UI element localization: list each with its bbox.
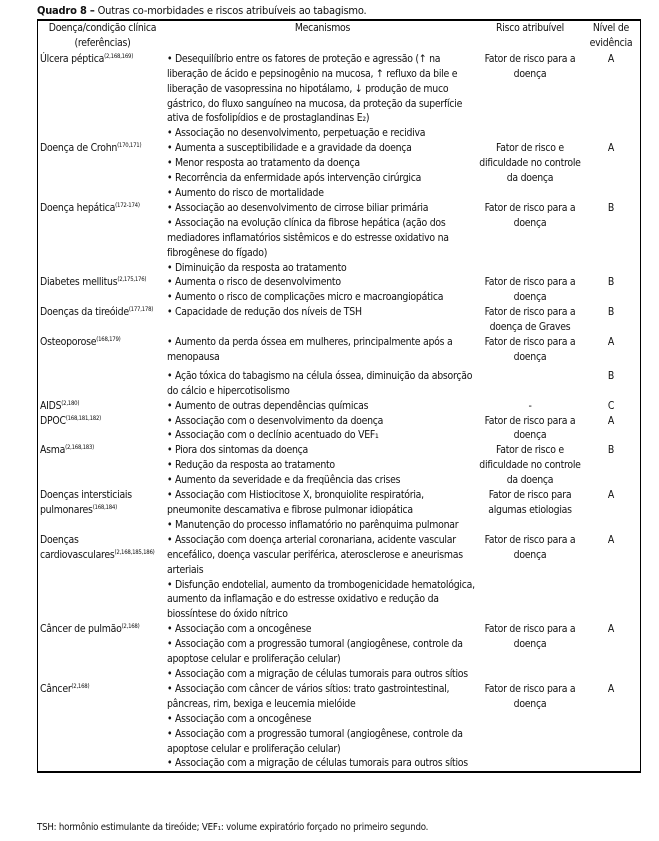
table-row [38,443,640,488]
mechanism-item: • Associação com doença arterial coronariana, acidente vascular encefálico, doença vascular periférica, aterosclerose e aneurismas arteriais [167,533,463,576]
references: (2,168,183) [65,444,95,452]
mechanisms-cell [167,52,478,141]
mechanisms-cell [167,488,478,533]
mechanisms-cell [167,443,478,488]
comorbidity-table [37,19,641,773]
references: (170,171) [117,142,142,150]
table-row [38,488,640,533]
mechanisms-cell [167,365,478,399]
risk-cell: Fator de risco para a doença [484,52,576,80]
mechanism-item: • Associação com a progressão tumoral (angiogênese, controle da apoptose celular e proliferação celular) [167,638,463,666]
mechanism-item: • Associação ao desenvolvimento de cirrose biliar primária [167,201,429,214]
caption-label: Quadro 8 – [37,4,95,17]
condition-cell [38,201,167,276]
mechanisms-cell [167,305,478,335]
references: (2,168) [71,682,90,690]
mechanism-item: • Aumento o risco de complicações micro e macroangiopática [167,291,444,304]
condition-cell [38,399,167,414]
mechanism-item: • Aumenta a susceptibilidade e a gravidade da doença [167,142,412,155]
mechanism-item: • Manutenção do processo inflamatório no parênquima pulmonar [167,518,459,531]
table-row [38,682,640,771]
risk-cell: - [528,399,532,412]
condition-cell [38,141,167,201]
mechanisms-cell [167,399,478,414]
risk-cell: Fator de risco para a doença [484,201,576,229]
condition-name: AIDS [40,399,62,412]
risk-cell: Fator de risco e dificuldade no controle da doença [479,142,581,185]
condition-name: Osteoporose [40,336,97,349]
condition-name: DPOC [40,414,66,427]
mechanism-item: • Aumento de outras dependências químicas [167,399,369,412]
condition-cell [38,365,167,399]
mechanisms-cell [167,414,478,444]
risk-cell: Fator de risco para a doença [484,276,576,304]
table-row [38,275,640,305]
mechanism-item: • Associação com câncer de vários sítios: trato gastrointestinal, pâncreas, rim, bexiga e leucemia mielóide [167,682,450,710]
evidence-level: A [607,52,615,65]
table-row [38,52,640,141]
mechanism-item: • Aumento da severidade e da freqüência das crises [167,474,401,487]
mechanism-item: • Diminuição da resposta ao tratamento [167,261,347,274]
condition-cell [38,275,167,305]
references: (168,181,182) [65,414,102,422]
mechanism-item: • Menor resposta ao tratamento da doença [167,157,360,170]
references: (177,178) [128,306,154,314]
condition-cell [38,414,167,444]
header-evidence: Nível de evidência [589,22,633,49]
condition-name: Doença de Crohn [40,142,118,155]
risk-cell: Fator de risco e dificuldade no controle da doença [479,444,581,487]
mechanism-item: • Desequilíbrio entre os fatores de proteção e agressão (↑ na liberação de ácido e pepsinogênio na mucosa, ↑ refluxo da bile e liberação de vasopressina no hipotálamo, ↓ produção de muco gástrico, do fluxo sanguíneo na mucosa, da proteção da superfície ativa de fosfolipídios e de prostaglandinas E₂) [167,52,463,125]
risk-cell: Fator de risco para a doença [484,533,576,561]
evidence-level: A [607,533,615,546]
risk-cell [478,365,582,399]
mechanism-item: • Associação com o desenvolvimento da doença [167,414,384,427]
risk-cell: Fator de risco para a doença de Graves [484,306,576,334]
table-row [38,414,640,444]
references: (2,175,176) [117,276,147,284]
mechanism-item: • Associação com Histiocitose X, bronquiolite respiratória, pneumonite descamativa e fibrose pulmonar idiopática [167,489,424,516]
risk-cell: Fator de risco para a doença [484,682,576,710]
condition-name: Asma [40,444,66,457]
header-condition: Doença/condição clínica (referências) [48,22,157,49]
mechanism-item: • Ação tóxica do tabagismo na célula óssea, diminuição da absorção do cálcio e hipercotisolismo [167,369,473,397]
references: (2,168) [121,623,140,631]
condition-cell [38,622,167,682]
table-row [38,365,640,399]
risk-cell: Fator de risco para a doença [484,414,576,442]
condition-cell [38,533,167,622]
mechanism-item: • Capacidade de redução dos níveis de TSH [167,306,362,319]
references: (168,179) [96,336,121,344]
mechanisms-cell [167,141,478,201]
condition-cell [38,335,167,365]
risk-cell: Fator de risco para a doença [484,623,576,651]
evidence-level: B [607,306,615,319]
condition-cell [38,682,167,771]
footnote: TSH: hormônio estimulante da tireóide; VEF₁: volume expiratório forçado no primeiro segundo. [37,822,429,833]
evidence-level: B [607,369,615,382]
evidence-level: A [607,623,615,636]
table-row [38,399,640,414]
references: (168,184) [92,504,117,511]
mechanism-item: • Redução da resposta ao tratamento [167,459,335,472]
mechanism-item: • Aumento da perda óssea em mulheres, principalmente após a menopausa [167,336,453,363]
evidence-level: B [607,276,615,289]
mechanism-item: • Aumento do risco de mortalidade [167,186,324,199]
evidence-level: A [607,414,615,427]
mechanisms-cell [167,682,478,771]
table-row [38,335,640,365]
evidence-level: A [607,142,615,155]
mechanisms-cell [167,622,478,682]
condition-name: Câncer [40,682,72,695]
condition-name: Doenças intersticiais pulmonares [40,489,132,516]
condition-name: Doenças da tireóide [40,306,129,319]
mechanism-item: • Associação com a oncogênese [167,712,312,725]
table-row [38,305,640,335]
references: (172-174) [115,201,140,209]
header-risk: Risco atribuível [496,22,564,34]
risk-cell: Fator de risco para algumas etiologias [488,489,572,516]
references: (2,168,185,186) [114,548,155,556]
mechanism-item: • Associação na evolução clínica da fibrose hepática (ação dos mediadores inflamatórios sistêmicos e do estresse oxidativo na fibrogênese do fígado) [167,216,449,259]
references: (2,180) [61,399,80,407]
evidence-level: A [607,682,615,695]
header-mechanisms: Mecanismos [294,22,351,34]
table-caption [37,4,366,17]
mechanism-item: • Disfunção endotelial, aumento da trombogenicidade hematológica, aumento da inflamação e do estresse oxidativo e redução da biossíntese do óxido nítrico [167,578,475,621]
condition-name: Diabetes mellitus [40,276,118,289]
mechanism-item: • Recorrência da enfermidade após intervenção cirúrgica [167,172,422,185]
condition-name: Doenças cardiovasculares [40,533,115,561]
mechanism-item: • Associação com o declínio acentuado do VEF₁ [167,429,379,442]
evidence-level: B [607,201,615,214]
mechanism-item: • Associação com a oncogênese [167,623,312,636]
table-row [38,622,640,682]
evidence-level: A [607,336,615,349]
table-row [38,533,640,622]
condition-name: Úlcera péptica [40,52,105,65]
condition-cell [38,305,167,335]
mechanisms-cell [167,275,478,305]
mechanisms-cell [167,201,478,276]
mechanism-item: • Associação com a progressão tumoral (angiogênese, controle da apoptose celular e proliferação celular) [167,727,463,755]
mechanism-item: • Piora dos sintomas da doença [167,444,309,457]
risk-cell: Fator de risco para a doença [484,336,576,363]
mechanism-item: • Aumenta o risco de desenvolvimento [167,276,341,289]
mechanisms-cell [167,533,478,622]
references: (2,168,169) [104,52,134,60]
evidence-level: A [607,489,615,502]
evidence-level: C [607,399,615,412]
table-row [38,141,640,201]
condition-name: Câncer de pulmão [40,623,122,636]
condition-name: Doença hepática [40,201,116,214]
caption-text: Outras co-morbidades e riscos atribuíveis ao tabagismo. [97,4,367,17]
mechanisms-cell [167,335,478,365]
mechanism-item: • Associação com a migração de células tumorais para outros sítios [167,757,468,770]
table-row [38,201,640,276]
condition-cell [38,488,167,533]
mechanism-item: • Associação com a migração de células tumorais para outros sítios [167,667,468,680]
mechanism-item: • Associação no desenvolvimento, perpetuação e recidiva [167,127,426,140]
condition-cell [38,52,167,141]
evidence-level: B [607,444,615,457]
condition-cell [38,443,167,488]
